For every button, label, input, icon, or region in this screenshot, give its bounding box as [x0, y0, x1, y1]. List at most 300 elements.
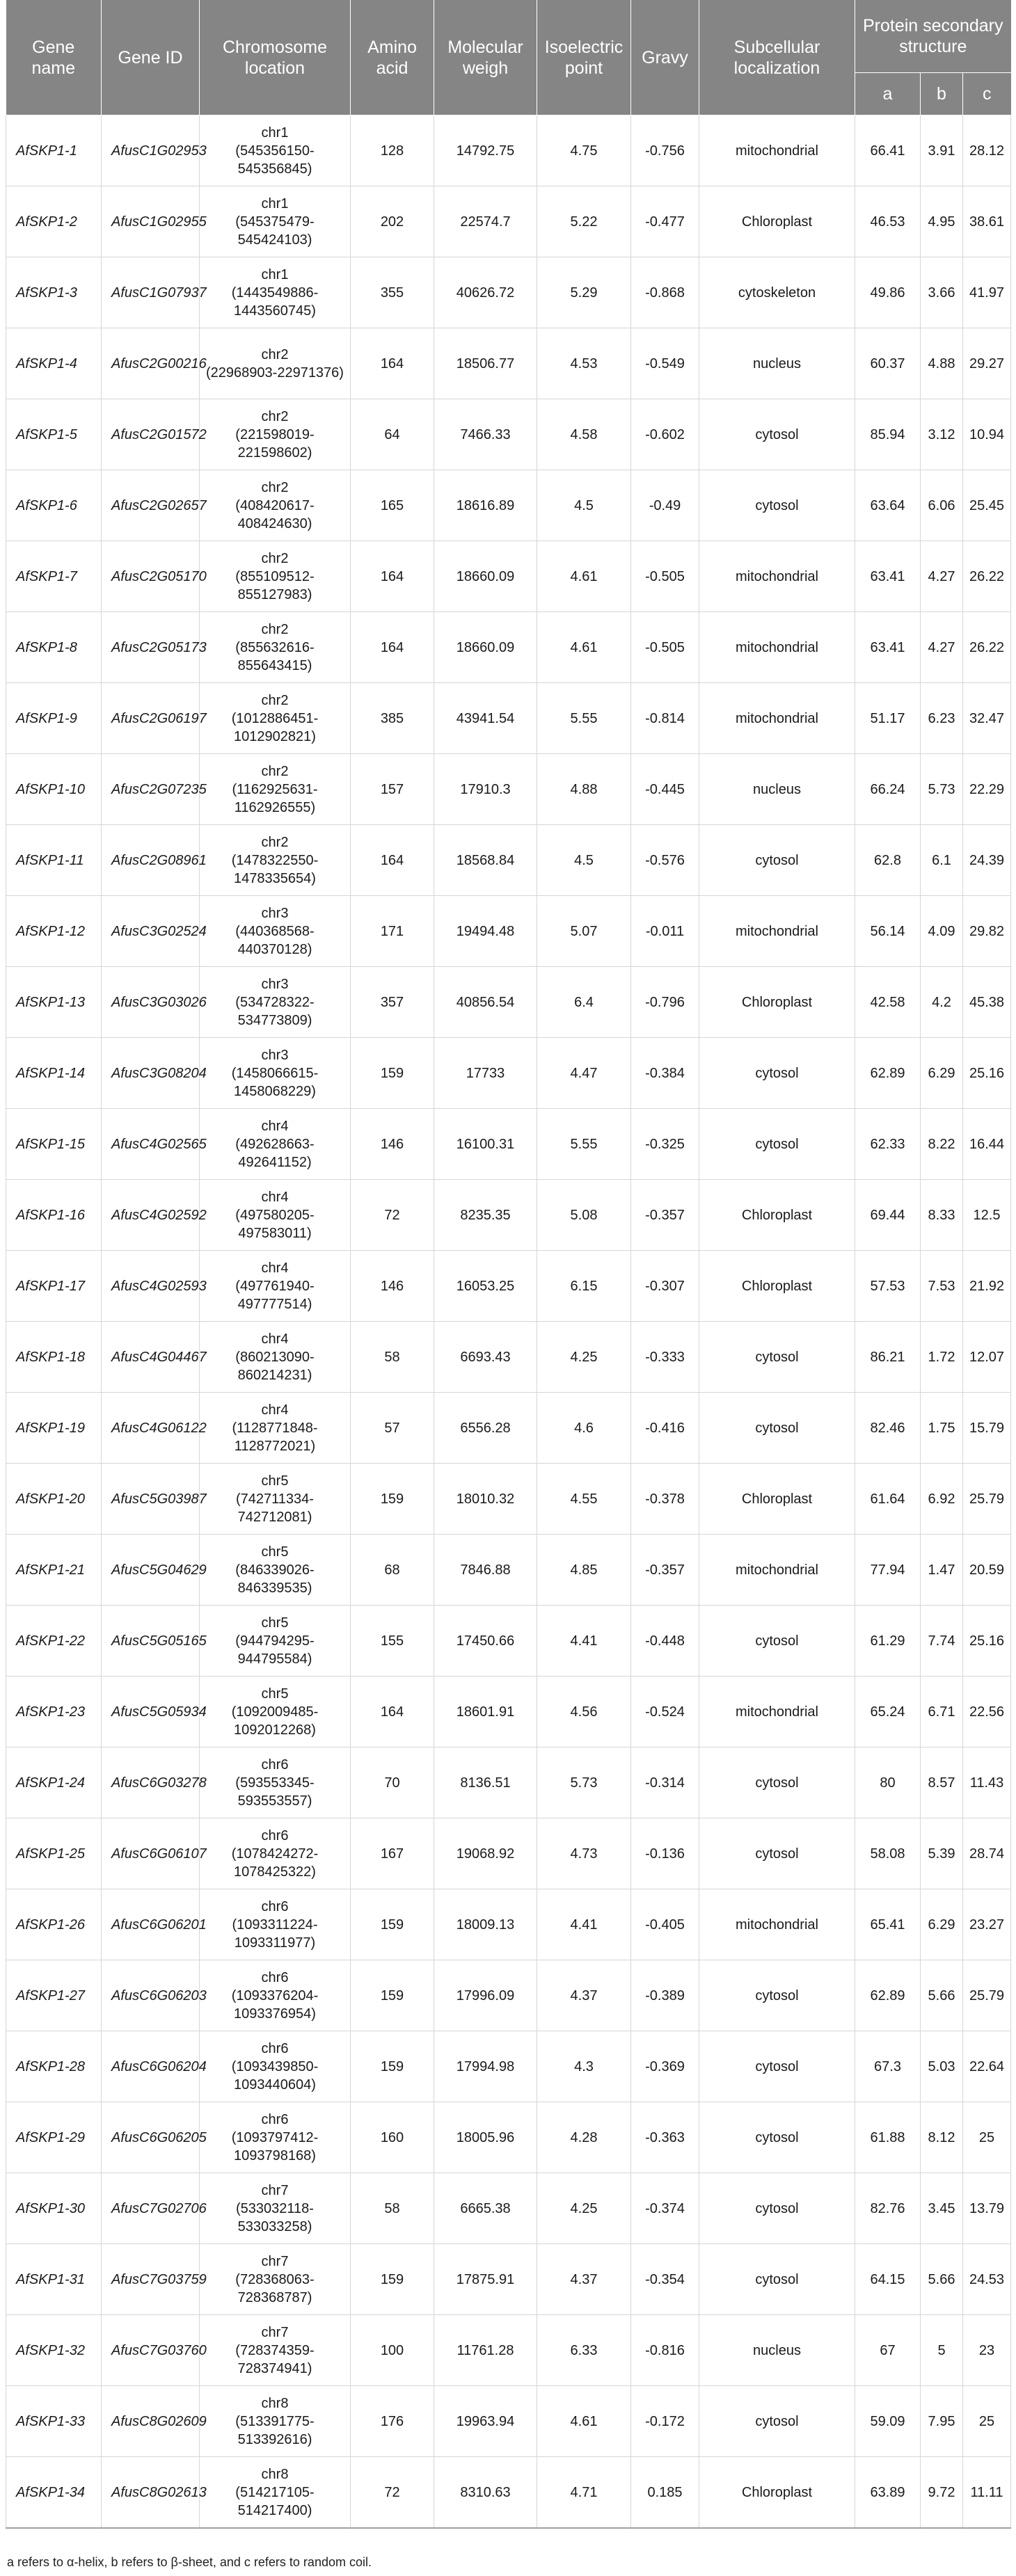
- gravy-cell: -0.374: [631, 2173, 699, 2244]
- isoelectric-point-cell: 6.4: [537, 967, 631, 1038]
- random-coil-cell: 25.79: [963, 1464, 1011, 1535]
- amino-acid-cell: 160: [351, 2102, 434, 2173]
- gravy-cell: -0.378: [631, 1464, 699, 1535]
- table-row: [6, 896, 1011, 967]
- alpha-helix-cell: 69.44: [855, 1180, 921, 1251]
- gene-id-cell: AfusC6G06107: [102, 1818, 200, 1889]
- subcellular-localization-cell: mitochondrial: [699, 1677, 855, 1747]
- chromosome-label: chr7: [261, 2253, 289, 2269]
- beta-sheet-cell: 1.72: [921, 1322, 963, 1393]
- gene-id-cell: AfusC6G03278: [102, 1747, 200, 1818]
- header-molecular-weight: Molecular weigh: [434, 0, 537, 115]
- alpha-helix-cell: 86.21: [855, 1322, 921, 1393]
- gravy-cell: -0.505: [631, 612, 699, 683]
- subcellular-localization-cell: cytosol: [699, 1606, 855, 1677]
- amino-acid-cell: 164: [351, 541, 434, 612]
- gene-id-cell: AfusC4G02592: [102, 1180, 200, 1251]
- chromosome-label: chr7: [261, 2182, 289, 2198]
- amino-acid-cell: 164: [351, 825, 434, 896]
- gravy-cell: -0.602: [631, 399, 699, 470]
- subcellular-localization-cell: mitochondrial: [699, 115, 855, 186]
- molecular-weight-cell: 16053.25: [434, 1251, 537, 1322]
- chromosome-range: (860213090-860214231): [235, 1349, 315, 1383]
- beta-sheet-cell: 4.09: [921, 896, 963, 967]
- random-coil-cell: 11.43: [963, 1747, 1011, 1818]
- chromosome-label: chr1: [261, 195, 289, 211]
- gravy-cell: 0.185: [631, 2457, 699, 2529]
- table-row: [6, 470, 1011, 541]
- molecular-weight-cell: 6693.43: [434, 1322, 537, 1393]
- gravy-cell: -0.172: [631, 2386, 699, 2457]
- gene-id-cell: AfusC3G08204: [102, 1038, 200, 1109]
- gene-name-cell: AfSKP1-1: [6, 115, 102, 186]
- molecular-weight-cell: 18616.89: [434, 470, 537, 541]
- table-row: [6, 186, 1011, 257]
- chromosome-location-cell: [200, 1889, 351, 1960]
- alpha-helix-cell: 61.88: [855, 2102, 921, 2173]
- gravy-cell: -0.814: [631, 683, 699, 754]
- subcellular-localization-cell: cytosol: [699, 1747, 855, 1818]
- chromosome-range: (514217105-514217400): [235, 2484, 315, 2518]
- gravy-cell: -0.357: [631, 1535, 699, 1606]
- gene-name-cell: AfSKP1-14: [6, 1038, 102, 1109]
- amino-acid-cell: 171: [351, 896, 434, 967]
- gene-name-cell: AfSKP1-8: [6, 612, 102, 683]
- amino-acid-cell: 58: [351, 1322, 434, 1393]
- chromosome-label: chr4: [261, 1331, 289, 1347]
- chromosome-location-cell: [200, 896, 351, 967]
- subcellular-localization-cell: cytosol: [699, 2244, 855, 2315]
- isoelectric-point-cell: 4.25: [537, 2173, 631, 2244]
- chromosome-location-cell: [200, 1960, 351, 2031]
- chromosome-label: chr4: [261, 1118, 289, 1134]
- gene-name-cell: AfSKP1-22: [6, 1606, 102, 1677]
- gene-id-cell: AfusC3G03026: [102, 967, 200, 1038]
- gene-name-cell: AfSKP1-21: [6, 1535, 102, 1606]
- amino-acid-cell: 159: [351, 1960, 434, 2031]
- gene-name-cell: AfSKP1-6: [6, 470, 102, 541]
- gene-name-cell: AfSKP1-26: [6, 1889, 102, 1960]
- isoelectric-point-cell: 4.25: [537, 1322, 631, 1393]
- beta-sheet-cell: 5.39: [921, 1818, 963, 1889]
- chromosome-label: chr4: [261, 1402, 289, 1418]
- chromosome-range: (855632616-855643415): [235, 639, 315, 673]
- isoelectric-point-cell: 4.53: [537, 328, 631, 399]
- molecular-weight-cell: 17996.09: [434, 1960, 537, 2031]
- isoelectric-point-cell: 6.33: [537, 2315, 631, 2386]
- gravy-cell: -0.333: [631, 1322, 699, 1393]
- gravy-cell: -0.369: [631, 2031, 699, 2102]
- isoelectric-point-cell: 4.61: [537, 2386, 631, 2457]
- gravy-cell: -0.325: [631, 1109, 699, 1180]
- molecular-weight-cell: 40626.72: [434, 257, 537, 328]
- beta-sheet-cell: 3.66: [921, 257, 963, 328]
- alpha-helix-cell: 57.53: [855, 1251, 921, 1322]
- amino-acid-cell: 159: [351, 2244, 434, 2315]
- amino-acid-cell: 159: [351, 1038, 434, 1109]
- isoelectric-point-cell: 4.85: [537, 1535, 631, 1606]
- table-row: [6, 1747, 1011, 1818]
- table-row: [6, 2315, 1011, 2386]
- gene-name-cell: AfSKP1-29: [6, 2102, 102, 2173]
- gene-name-cell: AfSKP1-19: [6, 1393, 102, 1464]
- isoelectric-point-cell: 5.73: [537, 1747, 631, 1818]
- chromosome-location-cell: [200, 825, 351, 896]
- amino-acid-cell: 72: [351, 2457, 434, 2529]
- chromosome-label: chr2: [261, 479, 289, 495]
- chromosome-label: chr6: [261, 1757, 289, 1773]
- random-coil-cell: 26.22: [963, 612, 1011, 683]
- random-coil-cell: 28.12: [963, 115, 1011, 186]
- molecular-weight-cell: 18005.96: [434, 2102, 537, 2173]
- table-row: [6, 1818, 1011, 1889]
- random-coil-cell: 25.45: [963, 470, 1011, 541]
- table-row: [6, 2457, 1011, 2529]
- alpha-helix-cell: 42.58: [855, 967, 921, 1038]
- random-coil-cell: 20.59: [963, 1535, 1011, 1606]
- table-row: [6, 2244, 1011, 2315]
- table-row: [6, 1889, 1011, 1960]
- isoelectric-point-cell: 4.37: [537, 2244, 631, 2315]
- gene-id-cell: AfusC2G00216: [102, 328, 200, 399]
- chromosome-label: chr8: [261, 2466, 289, 2482]
- table-row: [6, 2102, 1011, 2173]
- random-coil-cell: 25: [963, 2386, 1011, 2457]
- random-coil-cell: 22.29: [963, 754, 1011, 825]
- subcellular-localization-cell: nucleus: [699, 754, 855, 825]
- chromosome-label: chr8: [261, 2395, 289, 2411]
- gene-name-cell: AfSKP1-10: [6, 754, 102, 825]
- table-row: [6, 1677, 1011, 1747]
- chromosome-location-cell: [200, 2244, 351, 2315]
- isoelectric-point-cell: 5.55: [537, 1109, 631, 1180]
- isoelectric-point-cell: 4.41: [537, 1606, 631, 1677]
- molecular-weight-cell: 8136.51: [434, 1747, 537, 1818]
- table-row: [6, 825, 1011, 896]
- chromosome-location-cell: [200, 754, 351, 825]
- chromosome-location-cell: [200, 683, 351, 754]
- isoelectric-point-cell: 5.08: [537, 1180, 631, 1251]
- chromosome-range: (497580205-497583011): [235, 1207, 315, 1241]
- chromosome-label: chr1: [261, 266, 289, 282]
- chromosome-range: (1093376204-1093376954): [231, 1987, 319, 2022]
- isoelectric-point-cell: 4.61: [537, 612, 631, 683]
- molecular-weight-cell: 17733: [434, 1038, 537, 1109]
- chromosome-label: chr5: [261, 1544, 289, 1560]
- amino-acid-cell: 202: [351, 186, 434, 257]
- amino-acid-cell: 68: [351, 1535, 434, 1606]
- alpha-helix-cell: 67.3: [855, 2031, 921, 2102]
- gene-name-cell: AfSKP1-24: [6, 1747, 102, 1818]
- random-coil-cell: 16.44: [963, 1109, 1011, 1180]
- molecular-weight-cell: 43941.54: [434, 683, 537, 754]
- amino-acid-cell: 164: [351, 612, 434, 683]
- molecular-weight-cell: 6665.38: [434, 2173, 537, 2244]
- gene-name-cell: AfSKP1-27: [6, 1960, 102, 2031]
- chromosome-label: chr2: [261, 621, 289, 637]
- gene-id-cell: AfusC2G05173: [102, 612, 200, 683]
- isoelectric-point-cell: 5.55: [537, 683, 631, 754]
- subcellular-localization-cell: cytosol: [699, 399, 855, 470]
- gravy-cell: -0.136: [631, 1818, 699, 1889]
- beta-sheet-cell: 3.12: [921, 399, 963, 470]
- table-row: [6, 257, 1011, 328]
- isoelectric-point-cell: 4.75: [537, 115, 631, 186]
- gene-name-cell: AfSKP1-11: [6, 825, 102, 896]
- gene-id-cell: AfusC2G08961: [102, 825, 200, 896]
- chromosome-range: (728374359-728374941): [235, 2342, 315, 2376]
- gravy-cell: -0.576: [631, 825, 699, 896]
- chromosome-location-cell: [200, 257, 351, 328]
- molecular-weight-cell: 18568.84: [434, 825, 537, 896]
- table-row: [6, 1180, 1011, 1251]
- header-protein-secondary-structure: Protein secondary structure: [855, 0, 1011, 73]
- molecular-weight-cell: 17875.91: [434, 2244, 537, 2315]
- gene-id-cell: AfusC8G02609: [102, 2386, 200, 2457]
- gene-name-cell: AfSKP1-28: [6, 2031, 102, 2102]
- isoelectric-point-cell: 4.55: [537, 1464, 631, 1535]
- chromosome-location-cell: [200, 1393, 351, 1464]
- beta-sheet-cell: 6.71: [921, 1677, 963, 1747]
- beta-sheet-cell: 7.74: [921, 1606, 963, 1677]
- chromosome-location-cell: [200, 541, 351, 612]
- amino-acid-cell: 159: [351, 2031, 434, 2102]
- chromosome-location-cell: [200, 1818, 351, 1889]
- gene-id-cell: AfusC4G04467: [102, 1322, 200, 1393]
- gene-name-cell: AfSKP1-16: [6, 1180, 102, 1251]
- alpha-helix-cell: 63.41: [855, 541, 921, 612]
- chromosome-range: (545375479-545424103): [235, 214, 315, 248]
- alpha-helix-cell: 59.09: [855, 2386, 921, 2457]
- isoelectric-point-cell: 4.58: [537, 399, 631, 470]
- random-coil-cell: 41.97: [963, 257, 1011, 328]
- subcellular-localization-cell: nucleus: [699, 2315, 855, 2386]
- chromosome-range: (1078424272-1078425322): [231, 1846, 319, 1880]
- gene-id-cell: AfusC4G02565: [102, 1109, 200, 1180]
- gravy-cell: -0.314: [631, 1747, 699, 1818]
- subcellular-localization-cell: Chloroplast: [699, 1251, 855, 1322]
- isoelectric-point-cell: 4.73: [537, 1818, 631, 1889]
- gene-name-cell: AfSKP1-17: [6, 1251, 102, 1322]
- alpha-helix-cell: 65.41: [855, 1889, 921, 1960]
- isoelectric-point-cell: 4.28: [537, 2102, 631, 2173]
- gravy-cell: -0.477: [631, 186, 699, 257]
- gene-name-cell: AfSKP1-15: [6, 1109, 102, 1180]
- chromosome-location-cell: [200, 612, 351, 683]
- chromosome-range: (855109512-855127983): [235, 568, 315, 602]
- isoelectric-point-cell: 4.88: [537, 754, 631, 825]
- header-isoelectric-point: Isoelectric point: [537, 0, 631, 115]
- chromosome-range: (545356150-545356845): [235, 143, 315, 177]
- amino-acid-cell: 157: [351, 754, 434, 825]
- gene-id-cell: AfusC7G03759: [102, 2244, 200, 2315]
- amino-acid-cell: 159: [351, 1889, 434, 1960]
- table-row: [6, 1960, 1011, 2031]
- chromosome-label: chr3: [261, 1047, 289, 1063]
- random-coil-cell: 28.74: [963, 1818, 1011, 1889]
- random-coil-cell: 32.47: [963, 683, 1011, 754]
- subcellular-localization-cell: Chloroplast: [699, 186, 855, 257]
- amino-acid-cell: 58: [351, 2173, 434, 2244]
- table-row: [6, 399, 1011, 470]
- chromosome-range: (1093797412-1093798168): [231, 2129, 319, 2163]
- header-subcellular-localization: Subcellular localization: [699, 0, 855, 115]
- molecular-weight-cell: 8235.35: [434, 1180, 537, 1251]
- header-c: c: [963, 73, 1011, 115]
- subcellular-localization-cell: cytosol: [699, 1322, 855, 1393]
- table-row: [6, 1535, 1011, 1606]
- gravy-cell: -0.354: [631, 2244, 699, 2315]
- chromosome-range: (497761940-497777514): [235, 1278, 315, 1312]
- isoelectric-point-cell: 4.37: [537, 1960, 631, 2031]
- alpha-helix-cell: 46.53: [855, 186, 921, 257]
- chromosome-label: chr2: [261, 408, 289, 424]
- beta-sheet-cell: 4.2: [921, 967, 963, 1038]
- header-b: b: [921, 73, 963, 115]
- amino-acid-cell: 159: [351, 1464, 434, 1535]
- molecular-weight-cell: 17910.3: [434, 754, 537, 825]
- table-row: [6, 541, 1011, 612]
- subcellular-localization-cell: Chloroplast: [699, 2457, 855, 2529]
- header-a: a: [855, 73, 921, 115]
- alpha-helix-cell: 64.15: [855, 2244, 921, 2315]
- gene-name-cell: AfSKP1-33: [6, 2386, 102, 2457]
- subcellular-localization-cell: nucleus: [699, 328, 855, 399]
- amino-acid-cell: 57: [351, 1393, 434, 1464]
- gene-name-cell: AfSKP1-4: [6, 328, 102, 399]
- random-coil-cell: 38.61: [963, 186, 1011, 257]
- beta-sheet-cell: 1.47: [921, 1535, 963, 1606]
- random-coil-cell: 11.11: [963, 2457, 1011, 2529]
- gene-name-cell: AfSKP1-18: [6, 1322, 102, 1393]
- beta-sheet-cell: 4.88: [921, 328, 963, 399]
- molecular-weight-cell: 8310.63: [434, 2457, 537, 2529]
- table-header: [6, 0, 1011, 115]
- gene-id-cell: AfusC5G03987: [102, 1464, 200, 1535]
- chromosome-location-cell: [200, 1322, 351, 1393]
- molecular-weight-cell: 11761.28: [434, 2315, 537, 2386]
- random-coil-cell: 21.92: [963, 1251, 1011, 1322]
- chromosome-range: (1478322550-1478335654): [231, 852, 319, 886]
- chromosome-range: (1093311224-1093311977): [232, 1917, 318, 1951]
- subcellular-localization-cell: cytosol: [699, 825, 855, 896]
- molecular-weight-cell: 18009.13: [434, 1889, 537, 1960]
- chromosome-location-cell: [200, 1251, 351, 1322]
- molecular-weight-cell: 40856.54: [434, 967, 537, 1038]
- chromosome-location-cell: [200, 2102, 351, 2173]
- table-row: [6, 1393, 1011, 1464]
- gravy-cell: -0.307: [631, 1251, 699, 1322]
- chromosome-location-cell: [200, 1606, 351, 1677]
- alpha-helix-cell: 66.24: [855, 754, 921, 825]
- alpha-helix-cell: 61.64: [855, 1464, 921, 1535]
- amino-acid-cell: 72: [351, 1180, 434, 1251]
- beta-sheet-cell: 6.29: [921, 1889, 963, 1960]
- chromosome-label: chr7: [261, 2324, 289, 2340]
- table-row: [6, 612, 1011, 683]
- subcellular-localization-cell: mitochondrial: [699, 896, 855, 967]
- gene-id-cell: AfusC6G06201: [102, 1889, 200, 1960]
- gravy-cell: -0.363: [631, 2102, 699, 2173]
- beta-sheet-cell: 7.95: [921, 2386, 963, 2457]
- gene-name-cell: AfSKP1-5: [6, 399, 102, 470]
- table-row: [6, 1251, 1011, 1322]
- amino-acid-cell: 385: [351, 683, 434, 754]
- chromosome-label: chr4: [261, 1189, 289, 1205]
- table-row: [6, 1322, 1011, 1393]
- chromosome-range: (1458066615-1458068229): [231, 1065, 319, 1099]
- molecular-weight-cell: 18601.91: [434, 1677, 537, 1747]
- chromosome-location-cell: [200, 1109, 351, 1180]
- table-row: [6, 1606, 1011, 1677]
- chromosome-location-cell: [200, 115, 351, 186]
- chromosome-label: chr5: [261, 1615, 289, 1631]
- molecular-weight-cell: 22574.7: [434, 186, 537, 257]
- subcellular-localization-cell: cytosol: [699, 1960, 855, 2031]
- gene-id-cell: AfusC1G02955: [102, 186, 200, 257]
- chromosome-label: chr2: [261, 834, 289, 850]
- gene-name-cell: AfSKP1-30: [6, 2173, 102, 2244]
- chromosome-range: (513391775-513392616): [235, 2413, 315, 2447]
- alpha-helix-cell: 63.89: [855, 2457, 921, 2529]
- chromosome-range: (944794295-944795584): [235, 1633, 315, 1667]
- isoelectric-point-cell: 4.5: [537, 825, 631, 896]
- subcellular-localization-cell: Chloroplast: [699, 1464, 855, 1535]
- gene-name-cell: AfSKP1-7: [6, 541, 102, 612]
- chromosome-location-cell: [200, 2315, 351, 2386]
- chromosome-location-cell: [200, 328, 351, 399]
- table-row: [6, 115, 1011, 186]
- beta-sheet-cell: 6.1: [921, 825, 963, 896]
- molecular-weight-cell: 17994.98: [434, 2031, 537, 2102]
- gene-name-cell: AfSKP1-13: [6, 967, 102, 1038]
- chromosome-range: (846339026-846339535): [235, 1562, 315, 1596]
- chromosome-location-cell: [200, 2386, 351, 2457]
- subcellular-localization-cell: Chloroplast: [699, 967, 855, 1038]
- random-coil-cell: 29.27: [963, 328, 1011, 399]
- random-coil-cell: 25: [963, 2102, 1011, 2173]
- chromosome-range: (1012886451-1012902821): [231, 710, 319, 744]
- isoelectric-point-cell: 5.07: [537, 896, 631, 967]
- table-row: [6, 754, 1011, 825]
- gene-id-cell: AfusC7G03760: [102, 2315, 200, 2386]
- molecular-weight-cell: 7846.88: [434, 1535, 537, 1606]
- chromosome-label: chr6: [261, 2040, 289, 2056]
- molecular-weight-cell: 18660.09: [434, 612, 537, 683]
- header-chromosome-location: Chromosome location: [200, 0, 351, 115]
- gene-id-cell: AfusC2G07235: [102, 754, 200, 825]
- gene-id-cell: AfusC8G02613: [102, 2457, 200, 2529]
- gravy-cell: -0.49: [631, 470, 699, 541]
- beta-sheet-cell: 8.57: [921, 1747, 963, 1818]
- amino-acid-cell: 164: [351, 1677, 434, 1747]
- random-coil-cell: 23: [963, 2315, 1011, 2386]
- gravy-cell: -0.524: [631, 1677, 699, 1747]
- chromosome-range: (533032118-533033258): [236, 2200, 314, 2234]
- chromosome-range: (408420617-408424630): [235, 497, 315, 531]
- amino-acid-cell: 164: [351, 328, 434, 399]
- molecular-weight-cell: 19494.48: [434, 896, 537, 967]
- chromosome-location-cell: [200, 2031, 351, 2102]
- chromosome-range: (742711334-742712081): [236, 1491, 314, 1525]
- chromosome-location-cell: [200, 1464, 351, 1535]
- header-amino-acid: Amino acid: [351, 0, 434, 115]
- gene-id-cell: AfusC2G01572: [102, 399, 200, 470]
- gene-id-cell: AfusC5G05934: [102, 1677, 200, 1747]
- isoelectric-point-cell: 4.3: [537, 2031, 631, 2102]
- gene-id-cell: AfusC4G02593: [102, 1251, 200, 1322]
- molecular-weight-cell: 16100.31: [434, 1109, 537, 1180]
